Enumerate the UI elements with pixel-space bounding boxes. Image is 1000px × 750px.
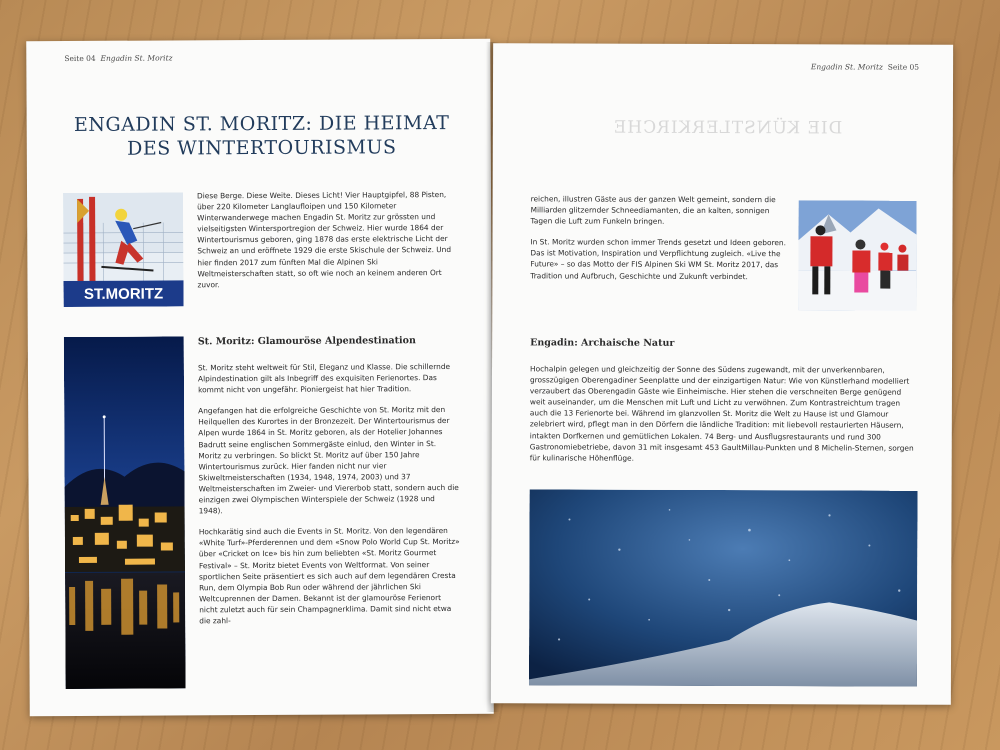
- bleed-through-text: DIE KÜNSTLERKIRCHE: [612, 117, 843, 139]
- night-town-photo: [64, 336, 186, 689]
- banner-text: ST.MORITZ: [83, 285, 164, 303]
- intro-text: [197, 189, 456, 300]
- paragraph: St. Moritz steht weltweit für Stil, Eleganz und Klasse. Die schillernde Alpindestination gilt als Inbegriff des exquisiten Ferienortes. Das kommt nicht von ungefähr. Pioniergeist hat hier Tradition.: [197, 362, 451, 395]
- night-lake-illustration: [64, 336, 186, 689]
- ski-school-illustration: [798, 200, 916, 310]
- snow-dune-photo: [529, 489, 918, 686]
- page-title: ENGADIN ST. MORITZ: DIE HEIMAT DES WINTERTOURISMUS: [73, 112, 450, 160]
- page-number: Seite 05: [887, 62, 920, 72]
- right-page: [491, 43, 953, 705]
- paragraph: Hochalpin gelegen und gleichzeitig der Sonne des Südens zugewandt, mit der unverkennbaren, grosszügigen Oberengadiner Seenplatte und der einzigartigen Natur: Wie von Künstlerhand modelliert verzaubert das Oberengadin Gäste wie Einheimische. Hier stehen die verschneiten Berge genügend weit auseinander, um die Menschen mit Luft und Licht zu verwöhnen. Zum Kontrastreichtum tragen auch die 13 Ferienorte bei. Während im glanzvollen St. Moritz die Welt zu Hause ist und Glamour zelebriert wird, pflegt man in den Dörfern die ländliche Tradition: mit liebevoll restaurierten Häusern, intakten Dorfkernen und gemütlichen Lokalen. 74 Berg- und Ausflugsrestaurants und rund 300 Gastronomiebetriebe, davon 31 mit insgesamt 453 GaultMillau-Punkten und 8 Michelin-Sternen, sorgen für kulinarische Höhenflüge.: [529, 364, 914, 463]
- paragraph: Hochkarätig sind auch die Events in St. Moritz. Von den legendären «White Turf»-Pferderennen und dem «Snow Polo World Cup St. Moritz» über «Cricket on Ice» bis hin zum beliebten «St. Moritz Gourmet Festival» – St. Moritz bietet Events von Weltformat. Von seiner sportlichen Seite präsentiert es sich auch auf dem legendären Cresta Run, dem Olympia Bob Run oder während der jährlichen Ski Weltcuprennen der Damen. Bekannt ist der glamouröse Ferienort nicht zuletzt auch für sein Champagnerklima. Damit sind nicht etwa die zahl-: [198, 526, 460, 626]
- left-page: [26, 39, 494, 716]
- snow-illustration: [529, 489, 918, 686]
- running-title: Engadin St. Moritz: [100, 53, 173, 63]
- paragraph: Angefangen hat die erfolgreiche Geschichte von St. Moritz mit den Heilquellen des Kurortes in der Bronzezeit. Der Wintertourismus der Alpen wurde 1864 in St. Moritz geboren, als der Hotelier Johannes Badrutt seine englischen Sommergäste einlud, den Winter in St. Moritz zu verbringen. So blickt St. Moritz auf über 150 Jahre Wintertourismus zurück. Hier fanden nicht nur vier Skiweltmeisterschaften (1934, 1948, 1974, 2003) und 37 Weltmeisterschaften im Zweier- und Viererbob statt, sondern auch die einzigen zwei Olympischen Winterspiele der Schweiz (1928 und 1948).: [198, 405, 459, 516]
- nature-text: [530, 363, 918, 474]
- glamour-text: [198, 361, 461, 636]
- paragraph: In St. Moritz wurden schon immer Trends gesetzt und Ideen geboren. Das ist Motivation, Inspiration und Verpflichtung zugleich. «Live the Future» – so das Motto der FIS Alpinen Ski WM St. Moritz 2017, das Tradition und Aufbruch, Geschichte und Zukunft verbindet.: [530, 237, 786, 281]
- continued-text: [530, 193, 788, 292]
- running-title: Engadin St. Moritz: [810, 62, 883, 72]
- page-number: Seite 04: [64, 53, 96, 64]
- section-heading-nature: Engadin: Archaische Natur: [530, 337, 675, 349]
- right-page-runner: [811, 62, 919, 71]
- paragraph: reichen, illustren Gäste aus der ganzen Welt gemeint, sondern die Milliarden glitzernder Schneediamanten, die an kalten, sonnigen Tagen die Luft zum Funkeln bringen.: [530, 194, 776, 226]
- section-heading-glamour: St. Moritz: Glamouröse Alpendestination: [197, 335, 416, 348]
- ski-school-photo: [798, 200, 916, 310]
- skier-illustration: [63, 192, 184, 307]
- skier-photo: [63, 192, 184, 307]
- intro-paragraph: Diese Berge. Diese Weite. Dieses Licht! Vier Hauptgipfel, 88 Pisten, über 220 Kilometer Langlaufloipen und 150 Kilometer Winterwanderwege machen Engadin St. Moritz zur grössten und vielseitigsten Wintersportregion der Schweiz. Hier wurde 1864 der Wintertourismus geboren, ging 1878 das erste elektrische Licht der Schweiz an und eröffnete 1929 die erste Skischule der Schweiz. Und hier finden 2017 zum fünften Mal die Alpinen Ski Weltmeisterschaften statt, so oft wie noch an keinem anderen Ort zuvor.: [197, 190, 452, 290]
- left-page-runner: [64, 53, 172, 63]
